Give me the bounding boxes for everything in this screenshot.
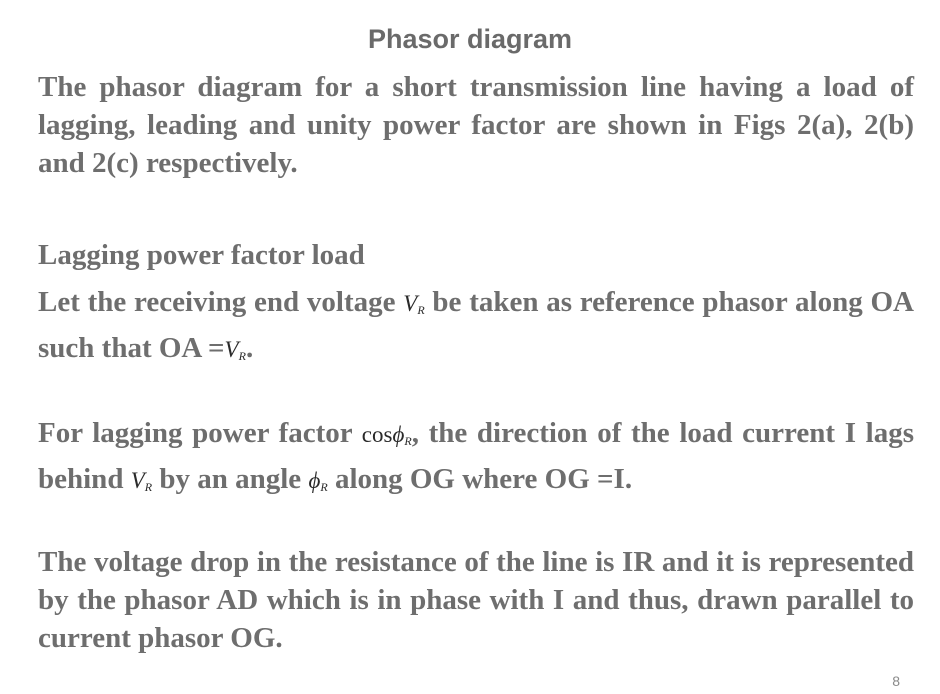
vr-symbol: $V_R$ [130, 468, 153, 494]
p3-text-4: along OG where OG =I. [327, 463, 633, 495]
p2-text-2: be taken as reference phasor along OA such that OA = [38, 286, 914, 364]
vr-symbol: $V_R$ [224, 337, 246, 363]
lagging-current-paragraph [38, 414, 914, 506]
p2-text-1: Let the receiving end voltage [38, 286, 404, 318]
p3-text-1: For lagging power factor [38, 417, 362, 449]
slide-title: Phasor diagram [367, 24, 573, 54]
reference-phasor-paragraph [38, 283, 914, 375]
phi-r-symbol: $\phi_R$ [308, 468, 328, 494]
intro-paragraph: The phasor diagram for a short transmission line having a load of lagging, leading and unity power factor are shown in Figs 2(a), 2(b) and 2(c) respectively. [38, 71, 914, 179]
voltage-drop-paragraph: The voltage drop in the resistance of the line is IR and it is represented by the phasor AD which is in phase with I and thus, drawn parallel to current phasor OG. [38, 546, 914, 654]
vr-symbol: $V_R$ [403, 291, 425, 317]
p3-text-2: , the direction of the load current I lags behind [38, 417, 914, 495]
p3-text-3: by an angle [152, 463, 309, 495]
lagging-heading: Lagging power factor load [38, 239, 365, 271]
cos-phi-r-symbol: cosϕ$_R$ [361, 422, 412, 448]
p2-text-3: . [245, 332, 254, 364]
page-number: 8 [892, 673, 900, 689]
